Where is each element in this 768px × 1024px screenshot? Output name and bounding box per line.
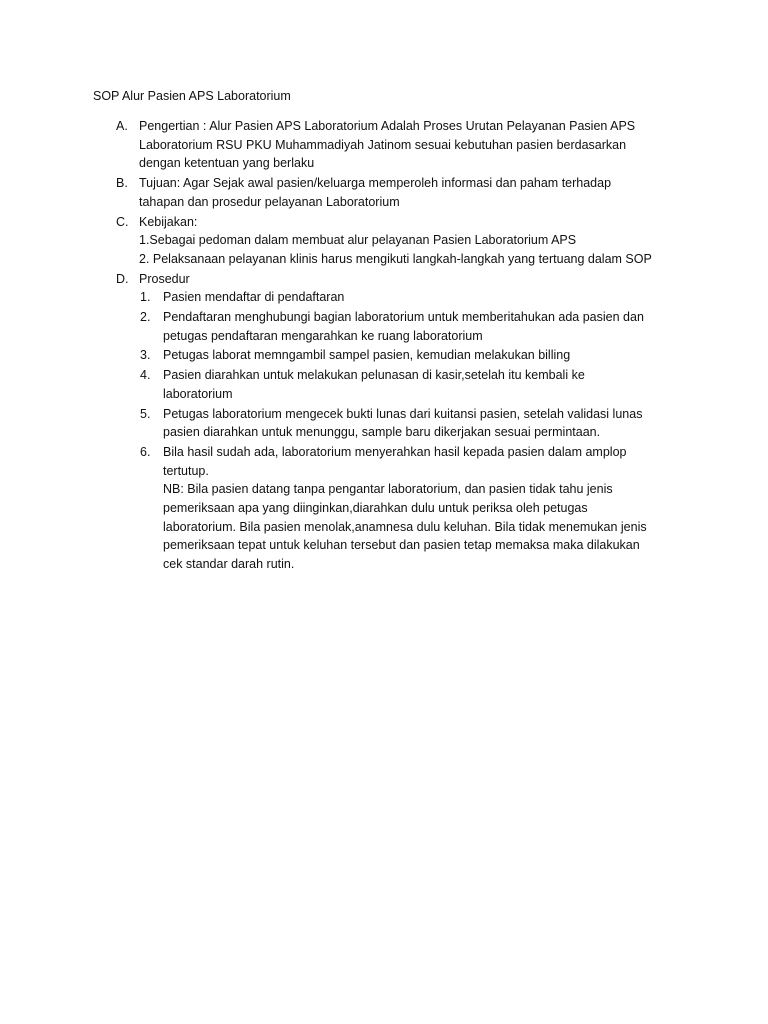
procedure-step-5 — [139, 405, 696, 442]
section-b-line: tahapan dan prosedur pelayanan Laboratorium — [139, 194, 400, 209]
sop-outline — [116, 117, 696, 575]
section-d-label: D. — [116, 271, 129, 286]
step-line: pasien diarahkan untuk menunggu, sample baru dikerjakan sesuai permintaan. — [163, 425, 601, 440]
step-note-line: cek standar darah rutin. — [163, 557, 295, 572]
section-c-line: 2. Pelaksanaan pelayanan klinis harus mengikuti langkah-langkah yang tertuang dalam SOP — [139, 251, 652, 266]
section-a-line: dengan ketentuan yang berlaku — [139, 156, 315, 171]
document-title: SOP Alur Pasien APS Laboratorium — [93, 89, 291, 103]
section-a-line: Pengertian : Alur Pasien APS Laboratorium Adalah Proses Urutan Pelayanan Pasien APS — [139, 119, 636, 133]
step-line: tertutup. — [163, 463, 209, 478]
step-number: 5. — [140, 406, 151, 421]
procedure-step-3 — [139, 346, 696, 365]
step-number: 1. — [140, 290, 151, 305]
section-a-line: Laboratorium RSU PKU Muhammadiyah Jatinom sesuai kebutuhan pasien berdasarkan — [139, 137, 627, 152]
section-d-heading: Prosedur — [139, 271, 190, 286]
step-line: laboratorium — [163, 386, 233, 401]
step-note-line: pemeriksaan tepat untuk keluhan tersebut dan pasien tetap memaksa maka dilakukan — [163, 538, 640, 553]
step-number: 6. — [140, 444, 151, 459]
step-line: petugas pendaftaran mengarahkan ke ruang laboratorium — [163, 328, 483, 343]
procedure-step-1 — [139, 288, 696, 307]
step-line: Pendaftaran menghubungi bagian laboratorium untuk memberitahukan ada pasien dan — [163, 310, 644, 325]
procedure-steps — [139, 288, 696, 574]
section-b — [116, 174, 696, 211]
section-b-label: B. — [116, 176, 128, 191]
step-number: 3. — [140, 348, 151, 363]
section-c-line: 1.Sebagai pedoman dalam membuat alur pelayanan Pasien Laboratorium APS — [139, 233, 577, 248]
step-line: Petugas laboratorium mengecek bukti lunas dari kuitansi pasien, setelah validasi lunas — [163, 406, 643, 421]
procedure-step-4 — [139, 366, 696, 403]
step-note-line: laboratorium. Bila pasien menolak,anamnesa dulu keluhan. Bila tidak menemukan jenis — [163, 519, 647, 534]
step-line: Bila hasil sudah ada, laboratorium menyerahkan hasil kepada pasien dalam amplop — [163, 444, 627, 459]
procedure-step-2 — [139, 308, 696, 345]
step-line: Pasien mendaftar di pendaftaran — [163, 290, 345, 305]
section-b-line: Tujuan: Agar Sejak awal pasien/keluarga memperoleh informasi dan paham terhadap — [139, 176, 612, 191]
section-c — [116, 213, 696, 269]
section-c-label: C. — [116, 214, 129, 229]
step-number: 2. — [140, 310, 151, 325]
section-a — [116, 117, 696, 173]
step-note-line: pemeriksaan apa yang diinginkan,diarahkan dulu untuk periksa oleh petugas — [163, 501, 588, 516]
procedure-step-6 — [139, 443, 696, 574]
step-number: 4. — [140, 368, 151, 383]
section-d — [116, 270, 696, 574]
section-a-label: A. — [116, 119, 128, 133]
section-c-line: Kebijakan: — [139, 214, 198, 229]
step-note-line: NB: Bila pasien datang tanpa pengantar laboratorium, dan pasien tidak tahu jenis — [163, 482, 613, 497]
step-line: Petugas laborat memngambil sampel pasien, kemudian melakukan billing — [163, 348, 571, 363]
step-line: Pasien diarahkan untuk melakukan pelunasan di kasir,setelah itu kembali ke — [163, 368, 585, 383]
